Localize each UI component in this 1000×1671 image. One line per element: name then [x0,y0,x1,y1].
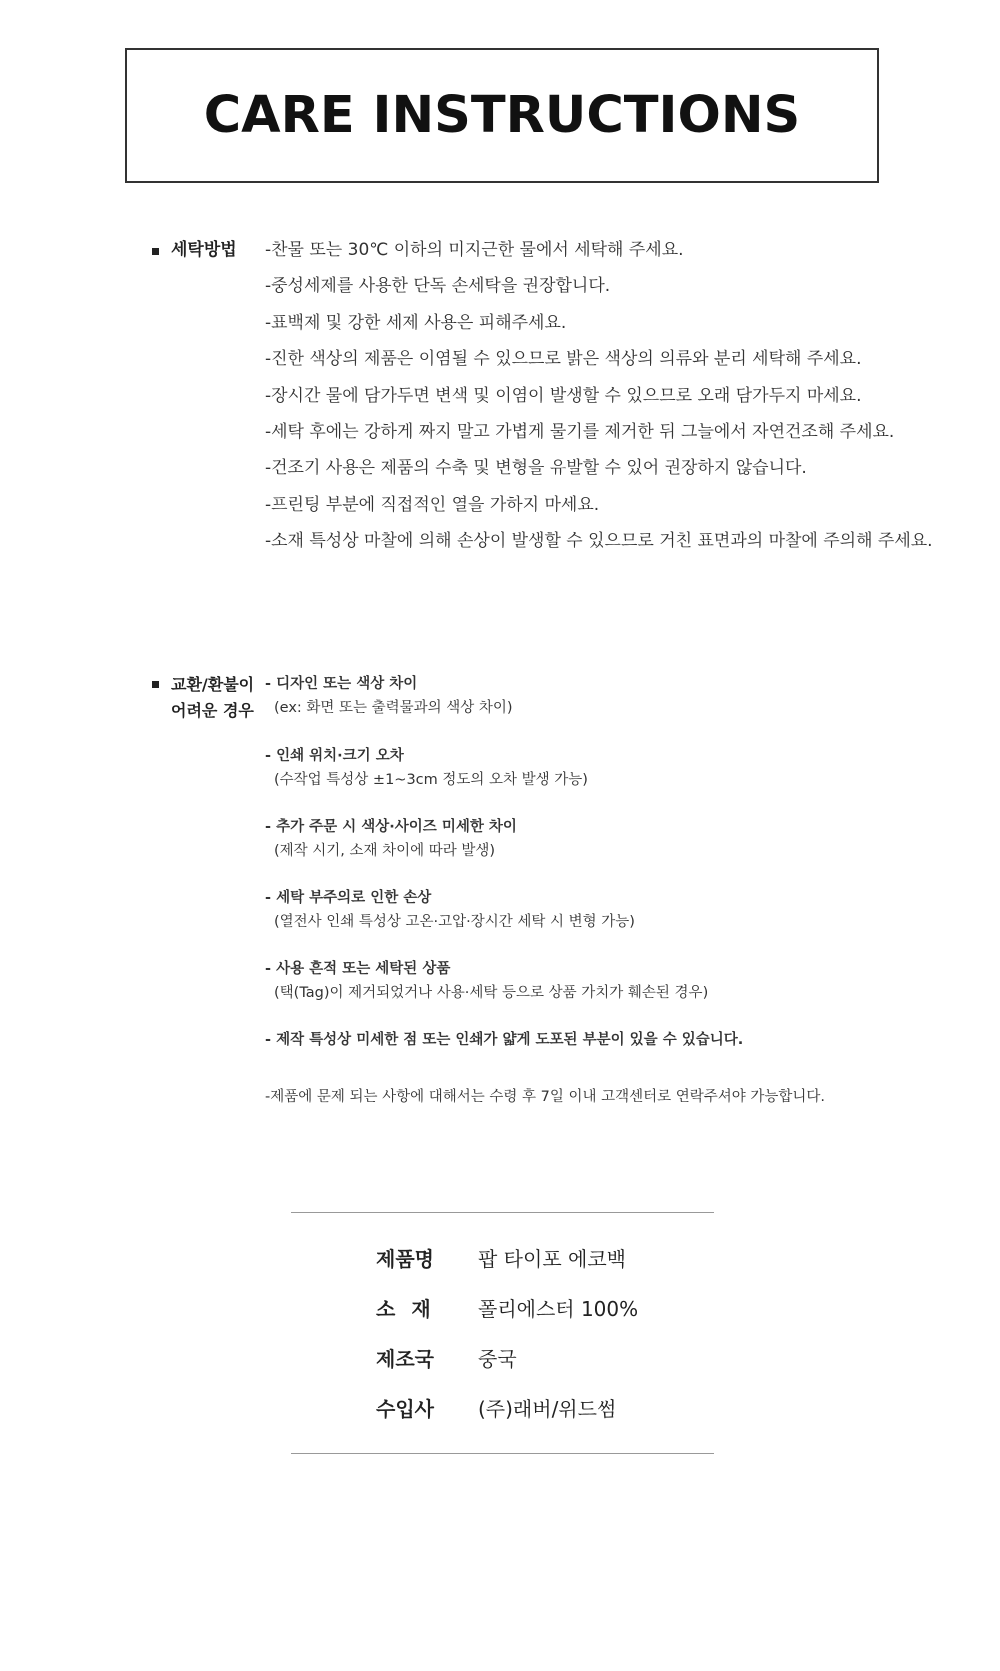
exchange-item-sub: (열전사 인쇄 특성상 고온·고압·장시간 세탁 시 변형 가능) [274,914,635,930]
bullet-icon [152,248,159,255]
exchange-item [265,959,708,1003]
exchange-item-sub: (제작 시기, 소재 차이에 따라 발생) [274,843,496,859]
exchange-item-head: - 인쇄 위치·크기 오차 [265,748,404,764]
exchange-note [265,1030,743,1050]
info-key: 소재 [376,1297,447,1321]
exchange-item-head: - 세탁 부주의로 인한 손상 [265,890,432,906]
exchange-item-sub: (ex: 화면 또는 출력물과의 색상 차이) [274,700,513,716]
exchange-item-head: - 추가 주문 시 색상·사이즈 미세한 차이 [265,819,517,835]
exchange-note-text: - 제작 특성상 미세한 점 또는 인쇄가 얇게 도포된 부분이 있을 수 있습니다. [265,1032,744,1048]
exchange-item [265,674,513,718]
exchange-label [171,672,254,724]
exchange-item-head: - 사용 흔적 또는 세탁된 상품 [265,961,451,977]
list-item: -표백제 및 강한 세제 사용은 피해주세요. [265,312,567,333]
list-item: -소재 특성상 마찰에 의해 손상이 발생할 수 있으므로 거친 표면과의 마찰에 주의해 주세요. [265,531,933,552]
bullet-icon [152,681,159,688]
washing-list [265,240,933,568]
divider [291,1453,714,1454]
info-value: 팝 타이포 에코백 [478,1247,626,1271]
exchange-item [265,746,588,790]
list-item: -진한 색상의 제품은 이염될 수 있으므로 밝은 색상의 의류와 분리 세탁해 주세요. [265,349,862,370]
list-item: -건조기 사용은 제품의 수축 및 변형을 유발할 수 있어 권장하지 않습니다. [265,458,807,479]
page-title: CARE INSTRUCTIONS [203,86,801,145]
exchange-item-sub: (택(Tag)이 제거되었거나 사용·세탁 등으로 상품 가치가 훼손된 경우) [274,985,709,1001]
exchange-item-head: - 디자인 또는 색상 차이 [265,676,418,692]
info-key: 제조국 [376,1347,434,1371]
list-item: -세탁 후에는 강하게 짜지 말고 가볍게 물기를 제거한 뒤 그늘에서 자연건조해 주세요. [265,421,895,442]
washing-label: 세탁방법 [171,240,237,260]
exchange-label-line1: 교환/환불이 [171,675,255,694]
info-value: 중국 [478,1347,517,1371]
exchange-label-line2: 어려운 경우 [171,701,254,720]
info-value: 폴리에스터 100% [478,1297,639,1321]
title-box [125,48,879,183]
list-item: -장시간 물에 담가두면 변색 및 이염이 발생할 수 있으므로 오래 담가두지 마세요. [265,385,862,406]
info-key: 수입사 [376,1397,434,1421]
list-item: -중성세제를 사용한 단독 손세탁을 권장합니다. [265,276,611,297]
exchange-item [265,888,635,932]
exchange-item-sub: (수작업 특성상 ±1~3cm 정도의 오차 발생 가능) [274,772,588,788]
divider [291,1212,714,1213]
contact-note: -제품에 문제 되는 사항에 대해서는 수령 후 7일 이내 고객센터로 연락주셔야 가능합니다. [265,1089,826,1105]
exchange-item [265,817,517,861]
list-item: -프린팅 부분에 직접적인 열을 가하지 마세요. [265,494,600,515]
list-item: -찬물 또는 30℃ 이하의 미지근한 물에서 세탁해 주세요. [265,240,684,260]
info-value: (주)래버/위드썸 [478,1397,617,1421]
info-key: 제품명 [376,1247,434,1271]
